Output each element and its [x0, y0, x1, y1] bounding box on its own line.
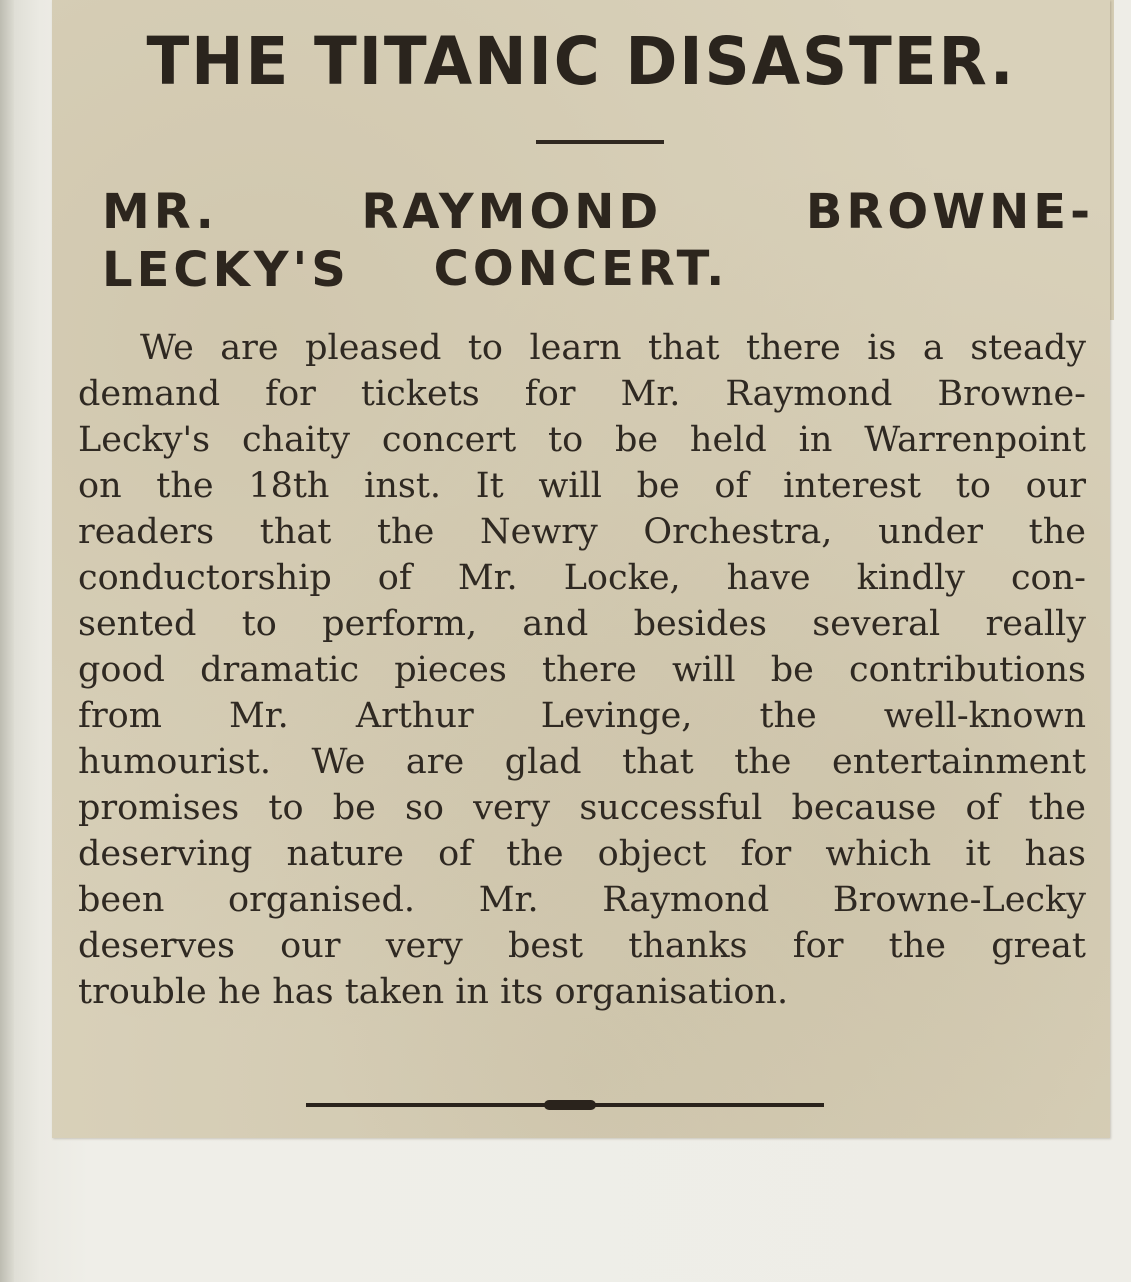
- body-line: trouble he has taken in its organisation.: [78, 972, 789, 1012]
- body-line: from Mr. Arthur Levinge, the well-known: [78, 696, 1086, 736]
- page-edge: [0, 0, 14, 1282]
- body-line: conductorship of Mr. Locke, have kindly con-: [78, 558, 1086, 598]
- body-line: deserves our very best thanks for the great: [78, 926, 1086, 966]
- headline-divider: [536, 140, 664, 144]
- end-rule-ornament: [544, 1100, 596, 1110]
- body-line: sented to perform, and besides several really: [78, 604, 1086, 644]
- headline: THE TITANIC DISASTER.: [146, 23, 1016, 100]
- subheading-line-2: CONCERT.: [433, 241, 729, 297]
- subheading-line-1: MR. RAYMOND BROWNE-LECKY'S: [102, 184, 1094, 298]
- body-line: deserving nature of the object for which it has: [78, 834, 1086, 874]
- body-line: demand for tickets for Mr. Raymond Browne-: [78, 374, 1086, 414]
- end-ornament-rule: [306, 1100, 824, 1110]
- body-line: We are pleased to learn that there is a steady: [140, 328, 1086, 368]
- body-line: been organised. Mr. Raymond Browne-Lecky: [78, 880, 1086, 920]
- body-line: readers that the Newry Orchestra, under the: [78, 512, 1086, 552]
- body-line: humourist. We are glad that the entertainment: [78, 742, 1086, 782]
- body-line: promises to be so very successful because of the: [78, 788, 1086, 828]
- article-body: [78, 325, 1086, 1015]
- body-line: Lecky's chaity concert to be held in Warrenpoint: [78, 420, 1086, 460]
- body-line: good dramatic pieces there will be contributions: [78, 650, 1086, 690]
- body-line: on the 18th inst. It will be of interest to our: [78, 466, 1086, 506]
